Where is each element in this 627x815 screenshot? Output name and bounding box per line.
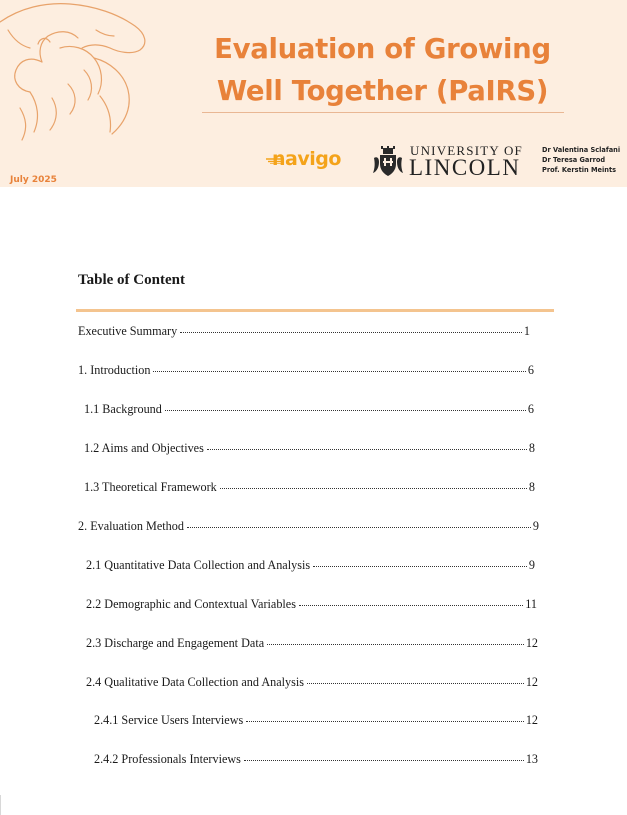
toc-entry-label: 1.3 Theoretical Framework [84, 480, 217, 494]
toc-entry[interactable] [78, 363, 534, 378]
title-divider [202, 112, 564, 113]
toc-entry-label: Executive Summary [78, 324, 178, 338]
cover-header [0, 0, 627, 187]
toc-entry[interactable] [86, 675, 538, 690]
toc-entry-page: 6 [527, 402, 534, 416]
toc-entry-page: 8 [528, 441, 535, 455]
toc-entry-label: 2.4.1 Service Users Interviews [94, 713, 244, 727]
toc-leader-dots [246, 721, 524, 722]
toc-entry[interactable] [84, 441, 535, 456]
author-name: Prof. Kerstin Meints [542, 166, 617, 174]
toc-entry-page: 6 [527, 363, 534, 377]
toc-entry[interactable] [86, 597, 537, 612]
toc-entry[interactable] [86, 636, 538, 651]
toc-leader-dots [299, 605, 523, 606]
crest-icon [372, 146, 404, 178]
title-line-1: Evaluation of Growing [214, 33, 551, 65]
toc-entry[interactable] [94, 713, 538, 728]
author-list [542, 145, 620, 175]
toc-entry-label: 2.3 Discharge and Engagement Data [86, 636, 265, 650]
toc-entry[interactable] [86, 558, 535, 573]
toc-leader-dots [207, 449, 527, 450]
toc-entry-page: 12 [525, 713, 538, 727]
toc-entry-label: 2. Evaluation Method [78, 519, 184, 533]
navigo-mark-icon [266, 158, 286, 164]
toc-entry[interactable] [94, 752, 538, 767]
report-title [200, 28, 565, 112]
toc-entry-page: 12 [525, 675, 538, 689]
title-line-2: Well Together (PaIRS) [216, 75, 549, 107]
toc-leader-dots [267, 644, 524, 645]
toc-entry-page: 11 [525, 597, 537, 611]
hands-illustration [0, 0, 175, 150]
toc-entry-label: 2.4.2 Professionals Interviews [94, 752, 241, 766]
navigo-logo [272, 148, 341, 174]
toc-leader-dots [244, 760, 524, 761]
toc-entry-page: 8 [528, 480, 535, 494]
toc-entry-label: 1.1 Background [84, 402, 162, 416]
toc-entry[interactable] [78, 519, 539, 534]
toc-leader-dots [187, 527, 531, 528]
toc-entry[interactable] [84, 402, 534, 417]
toc-entry-page: 1 [523, 324, 530, 338]
toc-leader-dots [153, 371, 525, 372]
toc-entry[interactable] [78, 324, 530, 339]
navigo-logo-text: navigo [272, 148, 341, 170]
author-name: Dr Teresa Garrod [542, 156, 606, 164]
toc-entry-label: 1.2 Aims and Objectives [84, 441, 204, 455]
toc-entry-page: 9 [528, 558, 535, 572]
toc-entry-label: 2.1 Quantitative Data Collection and Analysis [86, 558, 311, 572]
toc-leader-dots [180, 332, 522, 333]
toc-heading: Table of Content [78, 272, 185, 288]
toc-entry[interactable] [84, 480, 535, 495]
toc-leader-dots [313, 566, 527, 567]
toc-entry-label: 2.2 Demographic and Contextual Variables [86, 597, 296, 611]
author-name: Dr Valentina Sclafani [542, 146, 621, 154]
toc-leader-dots [307, 683, 524, 684]
lincoln-text: LINCOLN [409, 155, 521, 180]
page-edge-line [0, 795, 1, 815]
toc-entry-page: 13 [525, 752, 538, 766]
toc-entry-page: 9 [532, 519, 539, 533]
toc-divider [76, 309, 554, 312]
toc-entry-page: 12 [525, 636, 538, 650]
toc-entry-label: 2.4 Qualitative Data Collection and Analysis [86, 675, 304, 689]
toc-entry-label: 1. Introduction [78, 363, 151, 377]
toc-leader-dots [220, 488, 527, 489]
toc-leader-dots [165, 410, 526, 411]
report-date: July 2025 [10, 175, 57, 185]
university-of-text: UNIVERSITY OF [410, 143, 523, 158]
